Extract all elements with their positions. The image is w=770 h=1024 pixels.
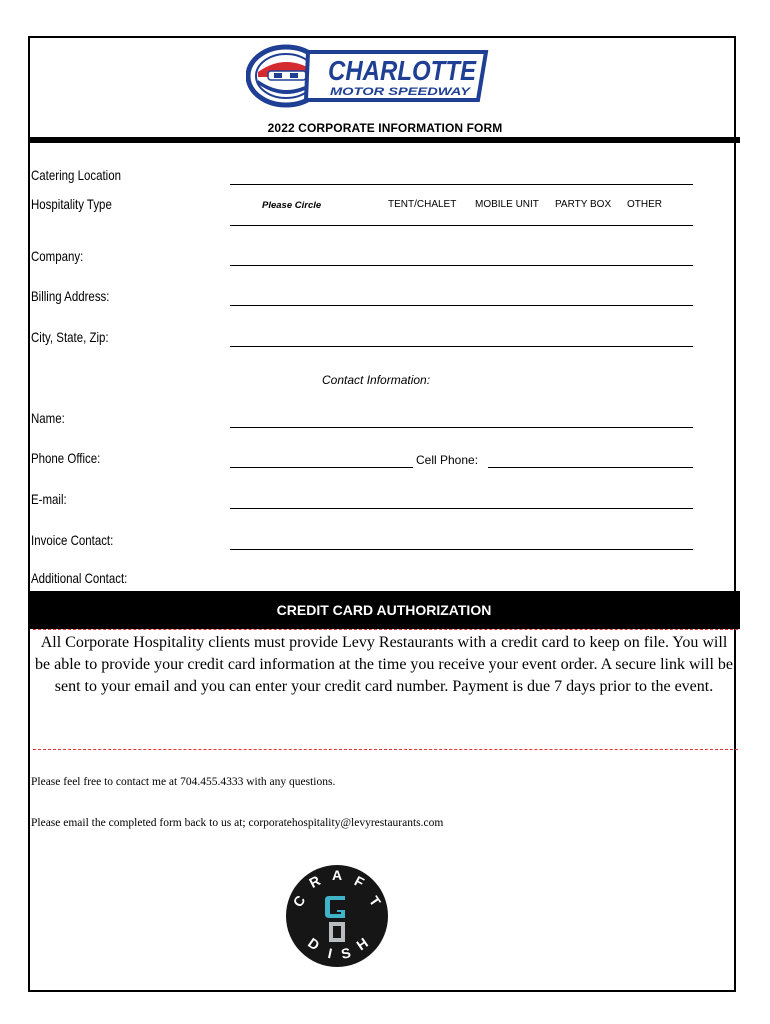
header-divider	[28, 137, 740, 143]
additional-contact-label: Additional Contact:	[31, 570, 128, 586]
city-state-zip-field[interactable]	[230, 346, 693, 347]
billing-address-label: Billing Address:	[31, 288, 110, 304]
billing-address-field[interactable]	[230, 305, 693, 306]
company-field[interactable]	[230, 265, 693, 266]
hospitality-type-label: Hospitality Type	[31, 196, 112, 212]
badge-letter-s: S	[339, 944, 353, 962]
phone-office-label: Phone Office:	[31, 450, 101, 466]
form-title: 2022 CORPORATE INFORMATION FORM	[267, 121, 503, 135]
craft-dish-logo	[285, 864, 389, 968]
catering-location-label: Catering Location	[31, 167, 121, 183]
badge-letter-i: I	[326, 944, 334, 962]
name-label: Name:	[31, 410, 65, 426]
option-tent-chalet[interactable]: TENT/CHALET	[388, 199, 457, 210]
company-label: Company:	[31, 248, 84, 264]
email-note: Please email the completed form back to us at; corporatehospitality@levyrestaurants.com	[31, 817, 444, 829]
credit-card-heading: CREDIT CARD AUTHORIZATION	[28, 591, 740, 629]
phone-office-field[interactable]	[230, 467, 413, 468]
cell-phone-label: Cell Phone:	[416, 453, 479, 467]
option-other[interactable]: OTHER	[627, 199, 662, 210]
badge-letter-r: R	[306, 872, 323, 892]
dashed-divider-bottom	[33, 749, 738, 750]
invoice-contact-field[interactable]	[230, 549, 693, 550]
badge-letter-d: D	[305, 934, 323, 954]
cell-phone-field[interactable]	[488, 467, 693, 468]
badge-letter-a: A	[331, 867, 343, 883]
hospitality-type-field[interactable]	[230, 225, 693, 226]
badge-letter-h: H	[353, 934, 371, 954]
dashed-divider-top	[33, 629, 738, 630]
catering-location-field[interactable]	[230, 184, 693, 185]
contact-information-heading: Contact Information:	[322, 373, 431, 387]
option-party-box[interactable]: PARTY BOX	[555, 199, 612, 210]
form-border	[28, 36, 736, 992]
please-circle-text: Please Circle	[262, 200, 322, 211]
logo-text-motor-speedway: MOTOR SPEEDWAY	[330, 86, 473, 98]
email-field[interactable]	[230, 508, 693, 509]
name-field[interactable]	[230, 427, 693, 428]
badge-letter-t: T	[366, 893, 385, 910]
invoice-contact-label: Invoice Contact:	[31, 532, 114, 548]
option-mobile-unit[interactable]: MOBILE UNIT	[475, 199, 539, 210]
contact-note: Please feel free to contact me at 704.455.4333 with any questions.	[31, 776, 336, 788]
email-label: E-mail:	[31, 491, 67, 507]
credit-card-body: All Corporate Hospitality clients must provide Levy Restaurants with a credit card to keep on file. You will be able to provide your credit card information at the time you receive your event order. A secure link will be sent to your email and you can enter your credit card number. Payment is due 7 days prior to the event.	[35, 634, 733, 695]
logo-text-charlotte: CHARLOTTE	[328, 55, 478, 86]
badge-letter-c: C	[289, 892, 309, 910]
badge-letter-f: F	[351, 872, 367, 891]
charlotte-motor-speedway-logo	[246, 44, 492, 108]
city-state-zip-label: City, State, Zip:	[31, 329, 109, 345]
